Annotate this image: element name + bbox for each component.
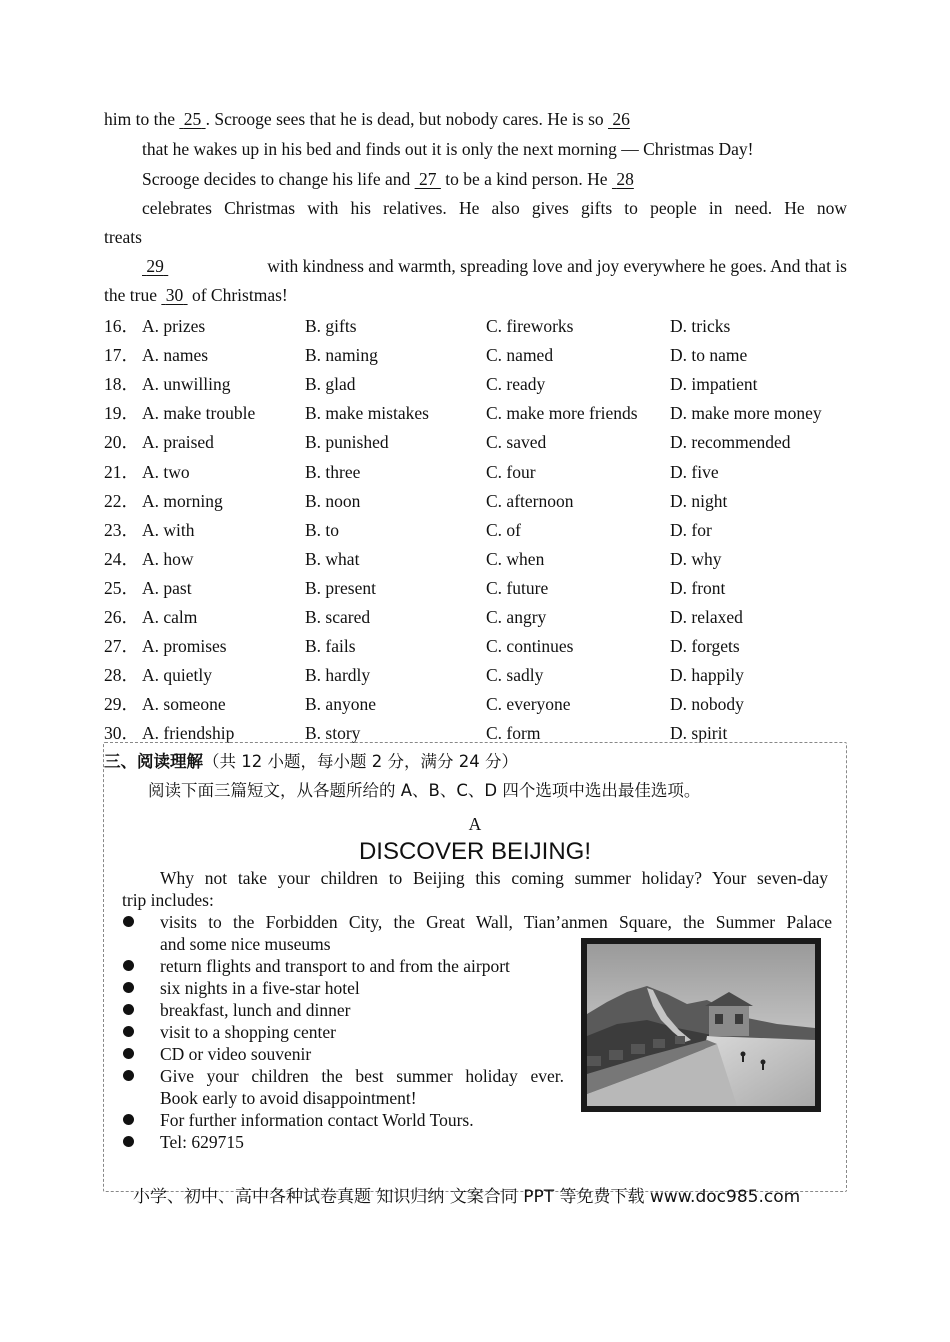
option-c: C. angry [486, 607, 547, 627]
option-a: A. make trouble [142, 403, 256, 424]
blank-25: 25 [183, 109, 202, 129]
option-d: D. recommended [670, 432, 791, 453]
option-c: C. named [486, 345, 554, 366]
option-row [104, 663, 844, 687]
passage-line-7: the true 30 of Christmas! [104, 285, 288, 305]
option-d: D. night [670, 490, 728, 511]
option-b: B. glad [305, 374, 356, 395]
question-number: 21． [104, 461, 139, 482]
great-wall-photo [581, 938, 821, 1112]
passage-line-1 [104, 108, 844, 130]
question-number: 28． [104, 665, 139, 686]
option-b: B. scared [305, 607, 371, 627]
option-d: D. spirit [670, 723, 728, 744]
passage-line-5: treats [104, 227, 142, 247]
question-number: 18． [104, 374, 139, 395]
blank-30: 30 [165, 285, 184, 305]
option-d: D. happily [670, 665, 744, 686]
option-b: B. hardly [305, 665, 371, 686]
bullet-icon [123, 1136, 134, 1147]
option-b: B. fails [305, 636, 356, 657]
question-number: 22． [104, 490, 139, 511]
option-b: B. present [305, 577, 376, 598]
blank-28: 28 [616, 169, 634, 189]
option-row [104, 460, 844, 484]
bullet-item: Give your children the best summer holiday ever. Book early to avoid disappointment! [122, 1065, 832, 1109]
bullet-item: visits to the Forbidden City, the Great Wall, Tian’anmen Square, the Summer Palace and some nice museums [122, 911, 832, 955]
intro-line-1: Why not take your children to Beijing this coming summer holiday? Your seven-day [160, 868, 828, 888]
option-d: D. why [670, 548, 722, 569]
option-b: B. make mistakes [305, 403, 429, 424]
option-c: C. ready [486, 374, 546, 395]
option-c: C. of [486, 519, 521, 540]
question-number: 26． [104, 607, 139, 627]
blank-27: 27 [419, 169, 437, 189]
option-b: B. anyone [305, 694, 376, 715]
option-d: D. impatient [670, 374, 758, 395]
option-row [104, 314, 844, 338]
bullet-icon [123, 982, 134, 993]
bullet-icon [123, 960, 134, 971]
option-d: D. five [670, 461, 719, 482]
option-row [104, 692, 844, 716]
bullet-item: Tel: 629715 [122, 1131, 832, 1153]
option-c: C. sadly [486, 665, 544, 686]
bullet-icon [123, 1048, 134, 1059]
option-a: A. past [142, 577, 192, 598]
option-row [104, 401, 844, 425]
question-number: 16． [104, 316, 139, 336]
option-d: D. to name [670, 345, 748, 366]
passage-title: DISCOVER BEIJING! [358, 838, 592, 865]
text: . Scrooge sees that he is dead, but nobody cares. He is so [205, 109, 604, 129]
question-number: 23． [104, 519, 139, 540]
option-row [104, 576, 844, 600]
option-a: A. friendship [142, 723, 235, 744]
option-b: B. punished [305, 432, 389, 453]
bullet-item: For further information contact World Tours. [122, 1109, 832, 1131]
bullet-item: breakfast, lunch and dinner [122, 999, 832, 1021]
option-c: C. continues [486, 636, 574, 657]
bullet-icon [123, 1114, 134, 1125]
option-c: C. future [486, 577, 549, 598]
option-c: C. form [486, 723, 541, 744]
question-number: 17． [104, 345, 139, 366]
bullet-icon [123, 1004, 134, 1015]
option-a: A. promises [142, 636, 227, 657]
option-a: A. two [142, 461, 190, 482]
option-row [104, 489, 844, 513]
option-b: B. story [305, 723, 361, 744]
bullet-item: CD or video souvenir [122, 1043, 832, 1065]
option-row [104, 372, 844, 396]
passage-line-2: that he wakes up in his bed and finds out it is only the next morning — Christmas Day! [142, 139, 754, 159]
option-a: A. quietly [142, 665, 212, 686]
option-b: B. three [305, 461, 361, 482]
passage-line-6: 29 with kindness and warmth, spreading love and joy everywhere he goes. And that is [142, 255, 847, 277]
option-d: D. tricks [670, 316, 731, 336]
text: him to the [104, 109, 175, 129]
section-heading: 三、阅读理解（共 12 小题，每小题 2 分，满分 24 分） [104, 752, 518, 771]
blank-29: 29 [146, 256, 164, 276]
option-a: A. praised [142, 432, 214, 453]
option-a: A. prizes [142, 316, 206, 336]
option-row [104, 547, 844, 571]
option-b: B. what [305, 548, 360, 569]
question-number: 29． [104, 694, 139, 715]
option-c: C. saved [486, 432, 547, 453]
question-number: 25． [104, 577, 139, 598]
passage-line-4: celebrates Christmas with his relatives. He also gives gifts to people in need. He now [142, 198, 847, 218]
bullet-icon [123, 1026, 134, 1037]
blank-26: 26 [612, 109, 630, 129]
option-a: A. morning [142, 490, 223, 511]
option-a: A. names [142, 345, 209, 366]
option-b: B. naming [305, 345, 378, 366]
option-d: D. front [670, 577, 726, 598]
question-number: 19． [104, 403, 139, 424]
passage-letter: A [468, 814, 482, 834]
option-d: D. relaxed [670, 607, 743, 627]
bullet-icon [123, 1070, 134, 1081]
intro-line-2: trip includes: [122, 890, 214, 910]
option-c: C. fireworks [486, 316, 574, 336]
footer-watermark: 小学、初中、高中各种试卷真题 知识归纳 文案合同 PPT 等免费下载 www.doc985.com [133, 1187, 801, 1207]
question-number: 24． [104, 548, 139, 569]
great-wall-image [587, 944, 815, 1106]
option-a: A. with [142, 519, 195, 540]
option-d: D. make more money [670, 403, 822, 424]
question-number: 27． [104, 636, 139, 657]
option-b: B. to [305, 519, 340, 540]
option-row [104, 430, 844, 454]
option-d: D. for [670, 519, 712, 540]
option-d: D. nobody [670, 694, 744, 715]
option-c: C. make more friends [486, 403, 638, 424]
section-instruction: 阅读下面三篇短文，从各题所给的 A、B、C、D 四个选项中选出最佳选项。 [148, 781, 701, 800]
option-row [104, 518, 844, 542]
option-a: A. unwilling [142, 374, 231, 395]
option-row [104, 634, 844, 658]
option-a: A. someone [142, 694, 226, 715]
option-b: B. gifts [305, 316, 357, 336]
option-row [104, 343, 844, 367]
bullet-item: visit to a shopping center [122, 1021, 832, 1043]
passage-line-3: Scrooge decides to change his life and 27 to be a kind person. He 28 [142, 169, 634, 189]
option-c: C. four [486, 461, 536, 482]
question-number: 20． [104, 432, 139, 453]
option-row [104, 605, 844, 629]
option-a: A. calm [142, 607, 198, 627]
bullet-item: six nights in a five-star hotel [122, 977, 832, 999]
option-c: C. everyone [486, 694, 571, 715]
bullet-item: return flights and transport to and from the airport [122, 955, 832, 977]
option-a: A. how [142, 548, 194, 569]
question-number: 30． [104, 723, 139, 744]
option-c: C. when [486, 548, 545, 569]
option-b: B. noon [305, 490, 361, 511]
option-d: D. forgets [670, 636, 740, 657]
bullet-icon [123, 916, 134, 927]
option-c: C. afternoon [486, 490, 574, 511]
